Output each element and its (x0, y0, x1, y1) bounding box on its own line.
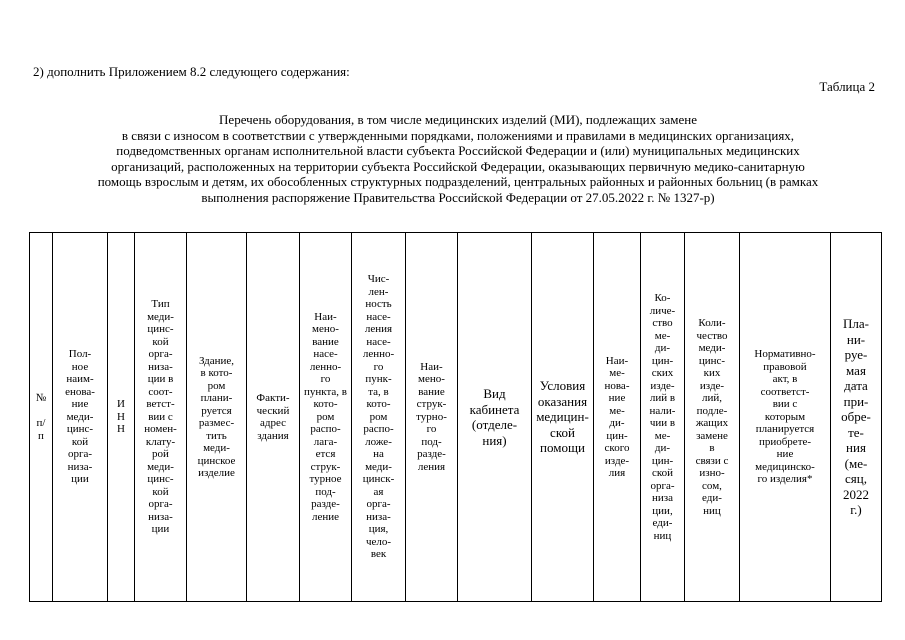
intro-line: 2) дополнить Приложением 8.2 следующего содержания: (33, 64, 350, 79)
column-header-address: Факти- ческий адрес здания (247, 233, 300, 602)
table-heading (28, 112, 888, 205)
column-header-building: Здание, в кото- ром плани- руется размес- тить меди- цинское изделие (187, 233, 247, 602)
heading-line: выполнения распоряжение Правительства Российской Федерации от 27.05.2022 г. № 1327-р) (201, 189, 715, 205)
heading-line: подведомственных органам исполнительной власти субъекта Российской Федерации и (или) муниципальных медицинских (116, 143, 800, 158)
column-header-population: Чис- лен- ность насе- ления насе- ленно- го пунк- та, в кото- ром распо- ложе- на меди- цинск- ая орга- низа- ция, чело- век (352, 233, 406, 602)
column-header-settlement: Наи- мено- вание насе- ленно- го пункта, в кото- ром распо- лага- ется струк- турное под- разде- ление (300, 233, 352, 602)
column-header-purchase-date: Пла- ни- руе- мая дата при- обре- те- ния (ме- сяц, 2022 г.) (831, 233, 882, 602)
column-header-org-name: Пол- ное наим- енова- ние меди- цинс- кой орга- низа- ции (53, 233, 108, 602)
heading-line: помощь взрослым и детям, их обособленных структурных подразделений, центральных районных и районных больниц (в рамках (97, 174, 819, 189)
equipment-table (29, 232, 882, 602)
column-header-device-count: Ко- личе- ство ме- ди- цин- ских изде- лий в нали- чии в ме- ди- цин- ской орга- низа ции, еди- ниц (641, 233, 685, 602)
column-header-org-type: Тип меди- цинс- кой орга- низа- ции в соот- ветст- вии с номен- клату- рой меди- цинс- кой орга- низа- ции (135, 233, 187, 602)
column-header-legal-act: Нормативно- правовой акт, в соответст- вии с которым планируется приобрете- ние медицинско- го изделия* (740, 233, 831, 602)
heading-line: организаций, расположенных на территории субъекта Российской Федерации, оказывающих первичную медико-санитарную (111, 158, 805, 174)
heading-line: в связи с износом в соответствии с утвержденными порядками, положениями и правилами в медицинских организациях, (121, 127, 795, 143)
column-header-cabinet: Вид кабинета (отделе- ния) (458, 233, 532, 602)
column-header-conditions: Условия оказания медицин- ской помощи (532, 233, 594, 602)
column-header-inn: И Н Н (108, 233, 135, 602)
column-header-number: № п/ п (30, 233, 53, 602)
table-header-row (30, 233, 882, 602)
heading-line: Перечень оборудования, в том числе медицинских изделий (МИ), подлежащих замене (219, 112, 697, 127)
column-header-replace-count: Коли- чество меди- цинс- ких изде- лий, подле- жащих замене в связи с изно- сом, еди- ниц (685, 233, 740, 602)
table-number-label: Таблица 2 (819, 79, 875, 94)
column-header-subdivision: Наи- мено- вание струк- турно- го под- разде- ления (406, 233, 458, 602)
column-header-device-name: Наи- ме- нова- ние ме- ди- цин- ского изде- лия (594, 233, 641, 602)
